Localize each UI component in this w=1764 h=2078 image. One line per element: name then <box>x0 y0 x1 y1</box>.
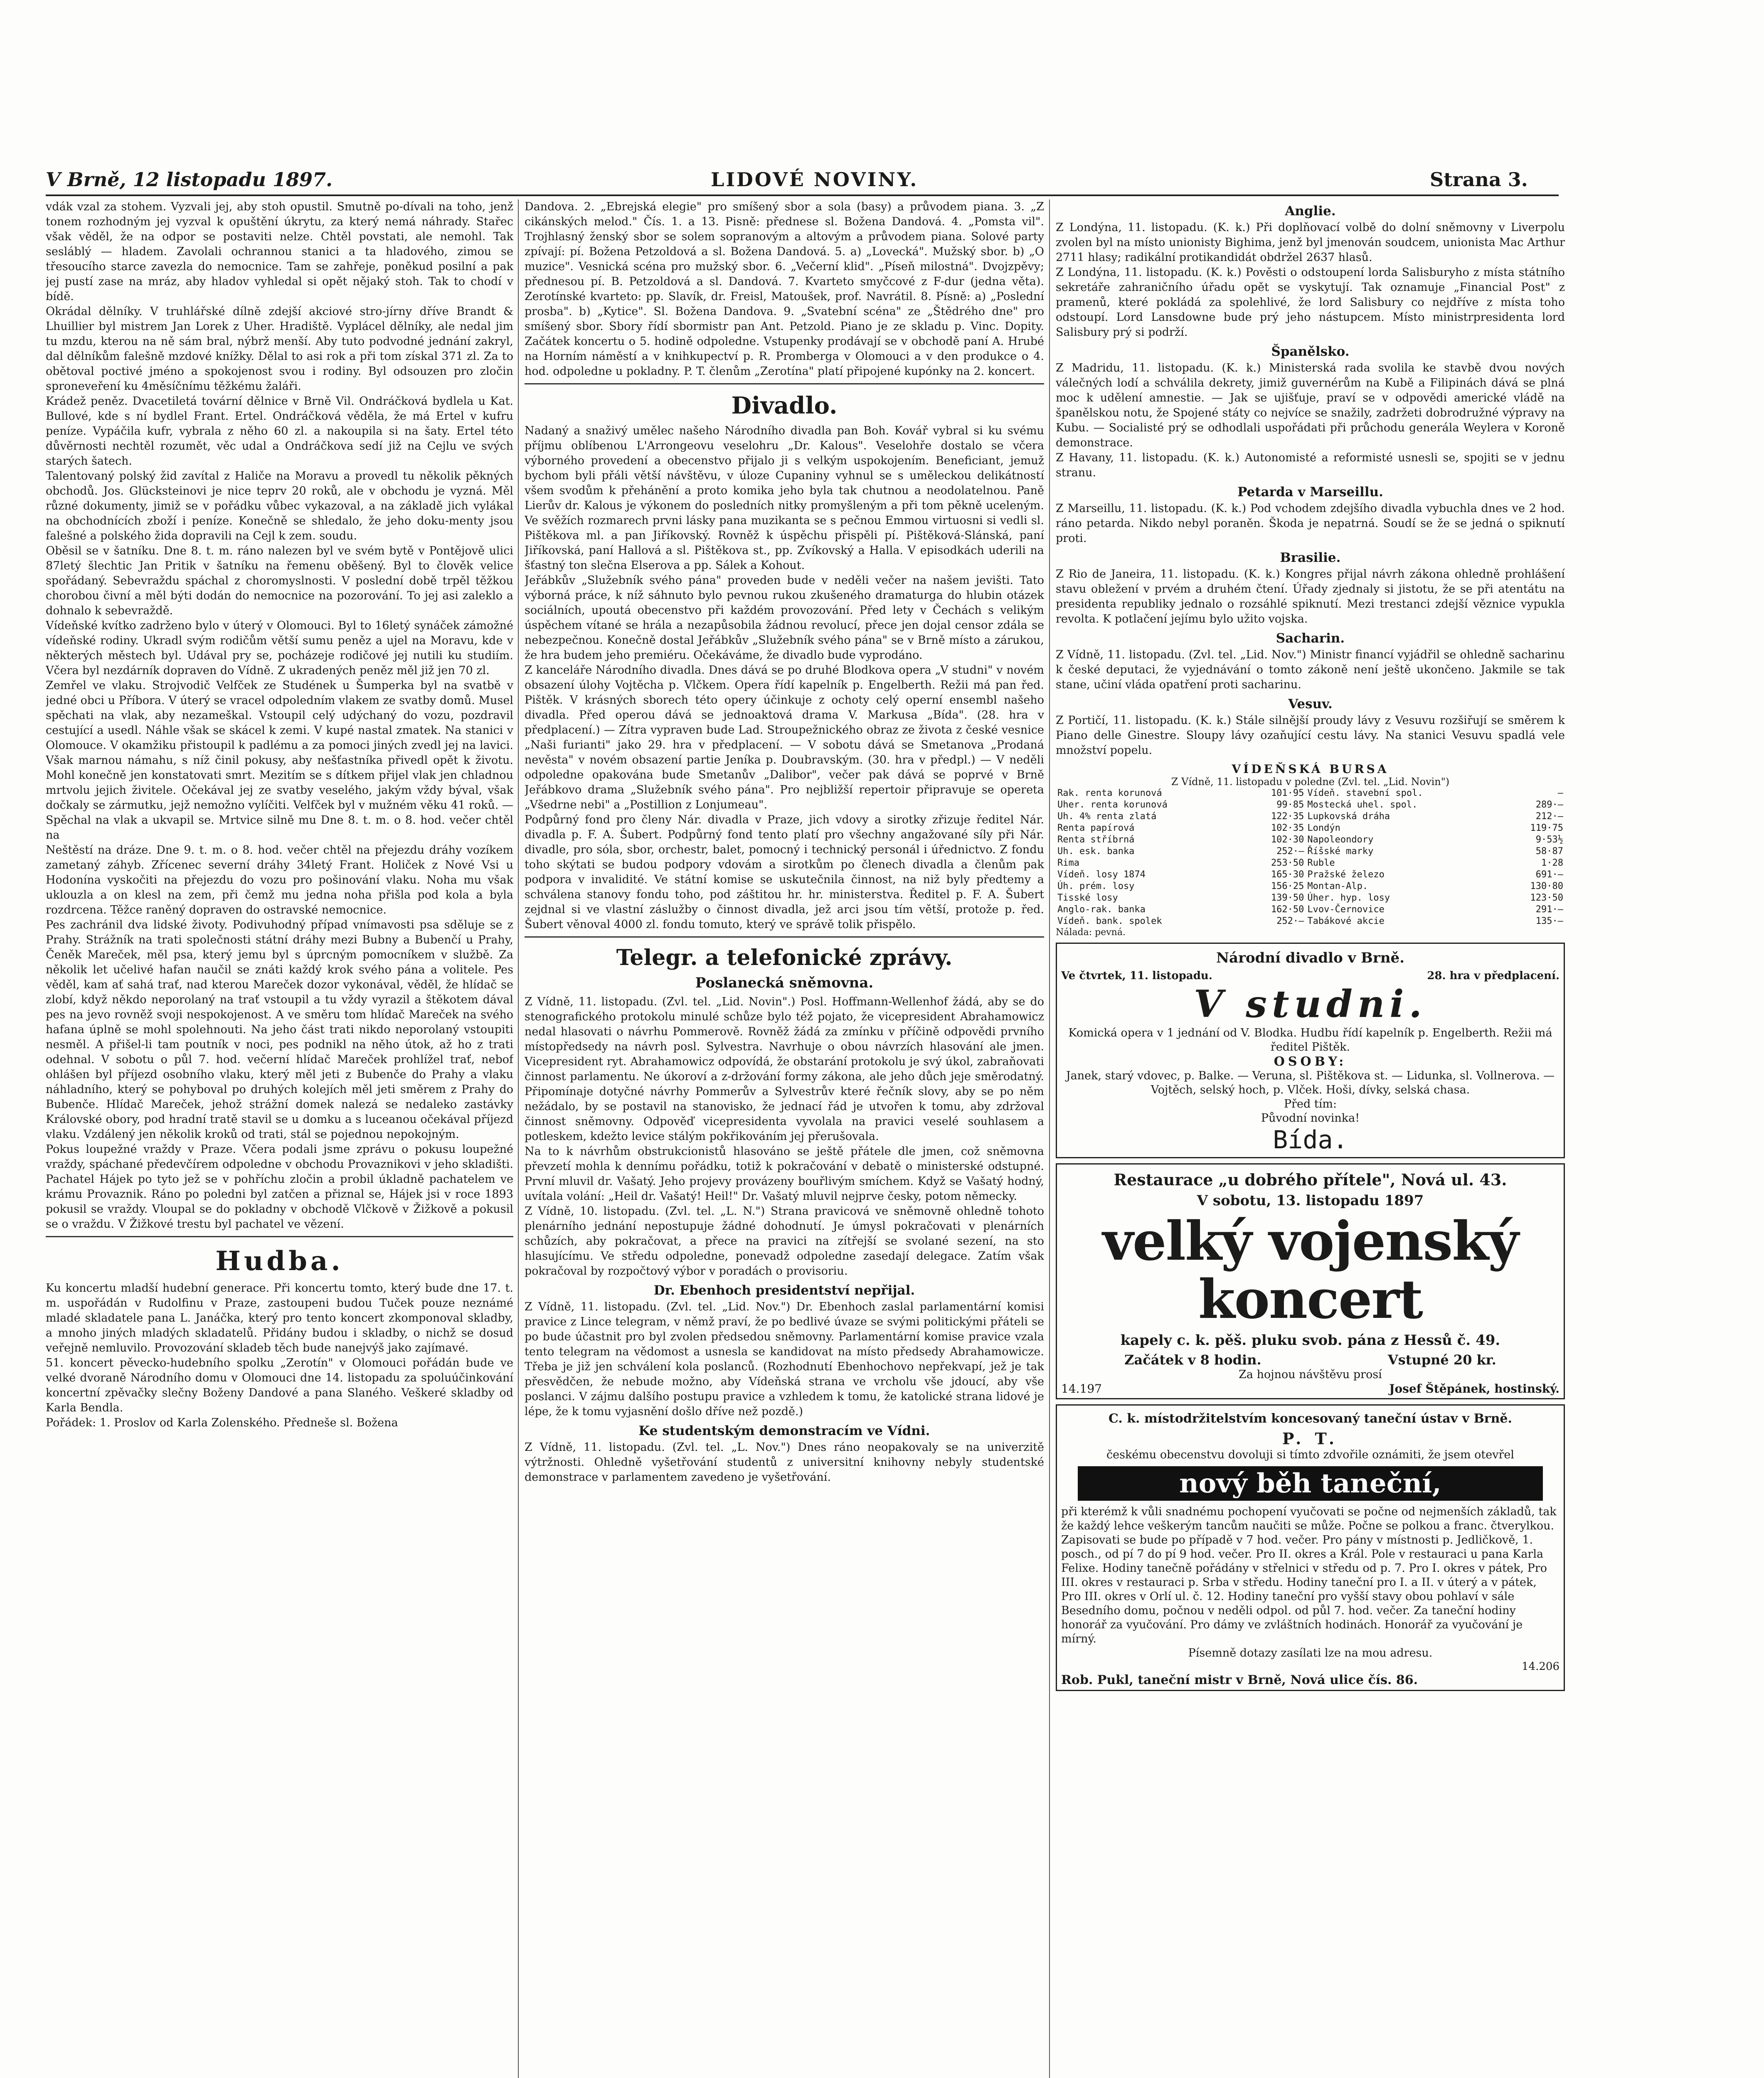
article: Vídeňské kvítko zadrženo bylo v úterý v Olomouci. Byl to 16letý synáček zámožné vídeňské rodiny. Ukradl svým rodičům větší sumu peněz a ujel na Moravu, kde v některých městech byl. Udával pry se, pocházeje rodičové jej nutili ku studiím. Včera byl nezdárník dopraven do Vídně. Z ukradených peněz měl již jen 70 zl. <box>46 619 513 677</box>
bursa-value: 102·30 <box>1271 835 1304 845</box>
bursa-value: 122·35 <box>1271 811 1304 822</box>
article: Podpůrný fond pro členy Nár. divadla v Praze, jich vdovy a sirotky zřizuje ředitel Nár. divadla p. F. A. Šubert. Podpůrný fond tento platí pro všechny angažované síly při Nár. divadle, pro sóla, sbor, orchestr, balet, pomocný i technický personál i úřednictvo. Z fondu toho skýtati se budou podpory vdovám a sirotkům po členech divadla a členům pak podpora v invalidité. Ve státní komise se uskutečnila činnost, na niž byly předtemy a schválena stanovy fondu toho, pod záštitou hr. hr. ministerstva. Ředitel p. F. A. Šubert zejdnal si ve vlastní záslužby o činnost divadla, jež arci jsou tím větší, protože p. řed. Šubert věnoval 4000 zl. fondu tomuto, který ve správě tolik přispělo. <box>525 813 1044 931</box>
article: Talentovaný polský žid zavítal z Haliče na Moravu a provedl tu několik pěkných obchodů. Jos. Glücksteinovi je nice teprv 20 roků, ale v obchodu je vyzná. Měl různé dokumenty, jimiž se v pořádku vůbec vykazoval, a na základě jich vylákal na obchodnících zboží i peníze. Konečně se shledalo, že jeho doku-menty jsou falešné a polského žida dopravili na Cejl k zem. soudu. <box>46 470 513 542</box>
article: Z Havany, 11. listopadu. (K. k.) Autonomisté a reformisté usnesli se, spojiti se v jednu stranu. <box>1056 451 1565 479</box>
bursa-value: 252·— <box>1276 916 1304 926</box>
article: vdák vzal za stohem. Vyzvali jej, aby stoh opustil. Smutně po-dívali na toho, jenž tonem rozhodným jej vyzval k opuštění úkrytu, za který nemá náhrady. Stařec však věděl, že na odpor se postaviti nelze. Chtěl povstati, ale nemohl. Tak sesláblý — hladem. Zavolali ochrannou stanici a ta hladového, zimou se třesoucího starce zavezla do nemocnice. Tam se zahřeje, poněkud posilní a pak jej pustí zase na mráz, aby hladov vyhledal si opět nějaký stoh. Tak to chodí v bídě. <box>46 200 513 303</box>
bursa-table <box>1056 788 1565 927</box>
article: Z Vídně, 10. listopadu. (Zvl. tel. „L. N.") Strana pravicová ve sněmovně ohledně tohoto plenárního jednání nepostupuje žádné dohodnutí. Je úmysl pokračovati v plenárních schůzích, aby pokračovat, a přece na pravici na zítřejší se svolané sezení, na sto hlasujícímu. Ve středu odpoledne, ponevadž odpoledne zasedají delegace. Zatím však pokračoval by rozpočtový výbor v poradách o provisoriu. <box>525 1205 1044 1278</box>
bursa-value: 165·30 <box>1271 869 1304 880</box>
column-rule-1 <box>518 199 519 2078</box>
ad-before: Před tím: <box>1284 1098 1337 1110</box>
bursa-row <box>1056 846 1565 857</box>
ad-body: při kterémž k vůli snadnému pochopení vyučovati se počne od nejmenších základů, tak že každý lehce veškerým tancům naučiti se může. Počne se polkou a franc. čtverylkou. Zapisovati se bude po případě v 7 hod. večer. Pro pány v místnosti p. Jedličkově, 1. posch., od pí 7 do pí 9 hod. večer. Pro II. okres a Král. Pole v restauraci u pana Karla Felixe. Hodiny tanečně pořádány v střelnici v středu od p. 7. Pro I. okres v pátek, Pro III. okres v restauraci p. Srba v středu. Hodiny taneční pro I. a II. v úterý a v pátek, Pro III. okres v Orlí ul. č. 12. Hodiny taneční pro vyšší stavy obou pohlaví v sále Besedního domu, počnou v neděli odpol. od půl 7. hod. večer. Za taneční hodiny honorář za vyučování. Pro dámy ve zvláštních hodinách. Honorář za vyučování je mírný. <box>1061 1505 1557 1645</box>
bursa-row <box>1056 811 1565 822</box>
bursa-row <box>1056 799 1565 811</box>
subsection-title: Vesuv. <box>1288 697 1333 712</box>
bursa-row <box>1056 904 1565 916</box>
bursa-value: 139·50 <box>1271 893 1304 903</box>
section-title-telegr: Telegr. a telefonické zprávy. <box>616 945 953 970</box>
bursa-item: Montan-Alp. <box>1307 881 1368 891</box>
bursa-value: 101·95 <box>1271 788 1304 798</box>
header-date: V Brně, 12 listopadu 1897. <box>46 168 333 191</box>
ad-contact: Písemně dotazy zasílati lze na mou adresu. <box>1188 1647 1433 1659</box>
bursa-item: Tisské losy <box>1057 893 1118 903</box>
bursa-item: Uh. 4% renta zlatá <box>1057 811 1157 822</box>
bursa-row <box>1056 822 1565 834</box>
section-rule <box>525 383 1044 384</box>
bursa-value: 252·— <box>1276 846 1304 857</box>
bursa-item: Mostecká uhel. spol. <box>1307 800 1418 810</box>
article: Jeřábkův „Služebník svého pána" proveden bude v neděli večer na našem jevišti. Tato výborná práce, k níž sáhnuto bylo pevnou rukou zkušeného dramaturga do hlubin otázek sociálních, upoutá obecenstvo při každém provozování. Před lety v Čechách s velikým úspěchem vítané se hrála a nezapůsobila žádnou revolucí, přece jen dojal censor zdála se nebezpečnou. Konečně dostal Jeřábkův „Služebník svého pána" se v Brně místo a zárukou, že hra budem jeho premiéru. Očekáváme, že divadlo bude vyprodáno. <box>525 574 1044 662</box>
article: Z Marseillu, 11. listopadu. (K. k.) Pod vchodem zdejšího divadla vybuchla dnes ve 2 hod. ráno petarda. Nikdo nebyl poraněn. Škoda je nepatrná. Soudí se že se jedná o spiknutí proti. <box>1056 502 1565 545</box>
ad-headline: velký vojenský koncert <box>1102 1210 1518 1331</box>
article: Pořádek: 1. Proslov od Karla Zolenského. Předneše sl. Božena <box>46 1416 398 1429</box>
ad-title: Restaurace „u dobrého přítele", Nová ul. 43. <box>1114 1170 1507 1189</box>
ad-description: Komická opera v 1 jednání od V. Blodka. Hudbu řídí kapelník p. Engelberth. Režii má ředitel Pištěk. <box>1068 1027 1552 1054</box>
bursa-row <box>1056 788 1565 799</box>
section-rule <box>46 1236 513 1237</box>
bursa-item: Tabákové akcie <box>1307 916 1385 926</box>
ad-date: Ve čtvrtek, 11. listopadu. <box>1061 970 1212 982</box>
column-rule-2 <box>1049 199 1050 2078</box>
article: Pes zachránil dva lidské životy. Podivuhodný případ vnímavosti psa sděluje se z Prahy. Strážník na trati společnosti státní dráhy mezi Bubny a Bubenčí u Prahy, Čeněk Mareček, měl psa, který jemu byl s úprcným pomocníkem v službě. Za několik let učelivé hafan naučil se znáti každý krok svého pána a volitele. Pes věděl, kam ať sahá trať, nad kterou Mareček dozor vykonával, věděl, že hlídač se zlobí, když někdo neporolaný na trať vstoupil a tu vždy vyrazil a štěkotem dával pes na jevo rovněž svoji nespokojenost. A ve směru tom hlídač Mareček na svého hafana úplně se mohl spolehnouti. Na jeho část trati nikdo neporolaný vstoupiti nesměl. A přišel-li tam poutník v noci, pes podnikl na něho útok, až ho z trati odehnal. V sobotu o půl 7. hod. večerní hlídač Mareček prohlížel trať, nebof ohlášen byl příjezd osobního vlaku, který měl jeti z Bubenče do Prahy a vlaku náhladního, který se pohyboval po druhých kolejích měl jeti směrem z Prahy do Bubenče. Hlídač Mareček, jehož strážní domek nalezá se nedaleko zastávky Královské obory, pod hradní tratě stavil se u domku a s luceanou očekával příjezd vlaku. Vzdálený jen několik kroků od trati, stál se pojednou nepokojným. <box>46 918 513 1141</box>
bursa-value: 691·— <box>1535 869 1563 880</box>
bursa-item: Lupkovská dráha <box>1307 811 1390 822</box>
bursa-item: Renta papírová <box>1057 823 1135 833</box>
bursa-value: 9·53½ <box>1535 835 1563 845</box>
ad-signature: Rob. Pukl, taneční mistr v Brně, Nová ulice čís. 86. <box>1061 1673 1418 1687</box>
article: Neštěstí na dráze. Dne 9. t. m. o 8. hod. večer chtěl na přejezdu dráhy vozíkem zametaný záhyb. Zřícenec severní dráhy 34letý Frant. Holiček z Nové Vsi u Hodonína vyskočiti na přejezdu do vozu pro pošinování vlaku. Noha mu však uklouzla a on klesl na zem, při čemž mu jedna noha přišla pod kola a byla rozdrcena. Těžce raněný dopraven do ostravské nemocnice. <box>46 844 513 916</box>
column-1 <box>46 199 513 1430</box>
ad-headline: nový běh taneční, <box>1078 1466 1543 1501</box>
ad-pt: P. T. <box>1282 1429 1339 1448</box>
subsection-title: Poslanecká sněmovna. <box>695 975 874 991</box>
bursa-mood: Nálada: pevná. <box>1056 927 1126 938</box>
bursa-value: 162·50 <box>1271 904 1304 915</box>
bursa-item: Ruble <box>1307 858 1335 868</box>
bursa-value: 212·— <box>1535 811 1563 822</box>
ad-narodni-divadlo <box>1056 943 1565 1158</box>
article: Z Vídně, 11. listopadu. (Zvl. tel. „Lid. Nov.") Ministr financí vyjádřil se ohledně sacharinu k české deputaci, že vyjednávání o tomto zákoně není ještě ukončeno. Jakmile se tak stane, učiní vláda opatření proti sacharinu. <box>1056 648 1565 691</box>
bursa-item: Rima <box>1057 858 1079 868</box>
bursa-value: 130·80 <box>1530 881 1563 891</box>
bursa-row <box>1056 834 1565 846</box>
bursa-row <box>1056 869 1565 881</box>
section-title-divadlo: Divadlo. <box>731 392 838 419</box>
article: Z Madridu, 11. listopadu. (K. k.) Ministerská rada svolila ke stavbě dvou nových válečných lodí a schválila dekrety, jimiž guvernérům na Kubě a Filipinách dává se plná moc k udělení amnestie. — Jak se ujišťuje, praví se v odpovědi americké vládě na španělskou notu, že Spojené státy co nejvíce se snažily, zadržeti dobrodružné výpravy na Kubu. — Socialisté prý se odhodlali uspořádati při průchodu generála Weylera v Koroně demonstrace. <box>1056 362 1565 449</box>
ad-opera-title: V studni. <box>1194 982 1427 1026</box>
bursa-row <box>1056 892 1565 904</box>
bursa-item: Říšské marky <box>1307 846 1374 857</box>
article: Na to k návrhům obstrukcionistů hlasováno se ještě přátele dle jmen, což sněmovna převzetí mohla k dennímu pořádku, totiž k pokračování v debatě o ministerské odstupné. První mluvil dr. Vašatý. Jeho projevy provázeny bouřlivým smíchem. Když se Vašatý hodný, uvítala volání: „Heil dr. Vašatý! Heil!" Dr. Vašatý mluvil nejprve česky, potom německy. <box>525 1145 1044 1203</box>
bursa-item: Uh. esk. banka <box>1057 846 1135 857</box>
subsection-title: Petarda v Marseillu. <box>1237 485 1383 500</box>
ad-info-row <box>1061 1352 1560 1368</box>
article: Z Rio de Janeira, 11. listopadu. (K. k.) Kongres přijal návrh zákona ohledně prohlášení stavu obležení v prvém a druhém čtení. Úřady zjednaly si jistotu, že se při atentátu na presidenta republiky jednalo o rozsáhlé spiknutí. Mezi trestanci zdejší věznice vypukla revolta. K potlačení jejímu bylo užito vojska. <box>1056 568 1565 625</box>
bursa-value: 1·28 <box>1541 858 1563 868</box>
bursa-item: Vídeň. bank. spolek <box>1057 916 1162 926</box>
bursa-item: Renta stříbrná <box>1057 835 1135 845</box>
bursa-row <box>1056 857 1565 869</box>
bursa-subtitle: Z Vídně, 11. listopadu v poledne (Zvl. tel. „Lid. Novin") <box>1171 776 1450 788</box>
article: Z kanceláře Národního divadla. Dnes dává se po druhé Blodkova opera „V studni" v novém obsazení úlohy Vojtěcha p. Vlčkem. Opera řídí kapelník p. Engelberth. Režii má pan řed. Pištěk. V krásných sborech této opery účinkuje z ochoty celý operní ensembl našeho divadla. Před operou dává se jednoaktová drama V. Markusa „Bída". (28. hra v předplacení.) — Zítra vypraven bude Lad. Stroupežnického obraz ze života z české vesnice „Naši furianti" jako 29. hra v předplacení. — V sobotu dává se Smetanova „Prodaná nevěsta" v novém obsazení partie Jeníka p. Doubravským. (30. hra v předpl.) — V neděli odpoledne opakována bude Smetanův „Dalibor", večer pak dává se poprvé v Brně Jeřábkovo drama „Služebník svého pána". Pro nejbližší repertoir připravuje se opereta „Všedrne nebi" a „Postillion z Lonjumeau". <box>525 664 1044 811</box>
article: Ku koncertu mladší hudební generace. Při koncertu tomto, který bude dne 17. t. m. uspořádán v Rudolfinu v Praze, zastoupeni budou Tuček pouze neznámé mladé skladatele pana L. Janáčka, který pro tento koncert zkomponoval skladby, a mnoho jiných mladých skladatelů. Přidány budou i skladby, o nichž se dosud veřejně nemluvilo. Provozování skladeb těch bude nanejvýš jako zajímavé. <box>46 1282 513 1354</box>
section-title-hudba: Hudba. <box>215 1246 344 1277</box>
article: Dandova. 2. „Ebrejská elegie" pro smíšený sbor a sola (basy) a průvodem piana. 3. „Z cikánských melod." Čís. 1. a 13. Pisně: přednese sl. Božena Dandová. 4. „Pomsta vil". Trojhlasný ženský sbor se solem sopranovým a altovým a průvodem piana. Solové party zpívají: pí. Božena Petzoldová a sl. Božena Dandová. 5. a) „Lovecká". Mužský sbor. b) „O muzice". Vesnická scéna pro mužský sbor. 6. „Večerní klid". „Píseň milostná". Dvojzpěvy; přednesou pí. B. Petzoldová a sl. Dandová. 7. Kvarteto smyčcové z F-dur (jedna věta). Zerotínské kvarteto: pp. Slavík, dr. Freisl, Matoušek, prof. Navrátil. 8. Písně: a) „Poslední prosba". b) „Kytice". Sl. Božena Dandova. 9. „Svatební scéna" ze „Štědrého dne" pro smíšený sbor. Sbory řídí sbormistr pan Ant. Petzold. Piano je ze skladu p. Vinc. Dopity. Začátek koncertu o 5. hodině odpoledne. Vstupenky prodávají se v obchodě paní A. Hrubé na Horním náměstí a v knihkupectví p. R. Promberga v Olomouci a v den produkce o 4. hod. odpoledne u pokladny. P. T. členům „Zerotína" platí připojené kupónky na 2. koncert. <box>525 200 1044 378</box>
bursa-item: Vídeň. losy 1874 <box>1057 869 1146 880</box>
bursa-item: Úh. prém. losy <box>1057 881 1135 891</box>
article: Oběsil se v šatníku. Dne 8. t. m. ráno nalezen byl ve svém bytě v Pontějově ulici 87letý šlechtic Jan Pritik v šatníku na řemenu oběšený. Byl to člověk velice spořádaný. Sebevraždu spáchal z choromyslnosti. V poslední době trpěl těžkou chorobou čivní a měl býti dodán do nemocnice na pozorování. To jej asi zaleklo a dohnalo k sebevraždě. <box>46 544 513 617</box>
ad-number: 14.197 <box>1061 1382 1102 1396</box>
article: Z Londýna, 11. listopadu. (K. k.) Při doplňovací volbě do dolní sněmovny v Liverpolu zvolen byl na místo unionisty Bighima, jenž byl jmenován soudcem, unionista Mac Arthur 2711 hlasy; radikální protikandidát obdržel 2637 hlasů. <box>1056 221 1565 264</box>
ad-restaurace <box>1056 1163 1565 1399</box>
article: Z Vídně, 11. listopadu. (Zvl. tel. „L. Nov.") Dnes ráno neopakovaly se na univerzitě výtržnosti. Ohledně vyšetřování studentů z universitní knihovny nebyly studentské demonstrace v parlamentem zavedeno je vyšetřování. <box>525 1441 1044 1484</box>
article: Z Vídně, 11. listopadu. (Zvl. tel. „Lid. Novin".) Posl. Hoffmann-Wellenhof žádá, aby se do stenografického protokolu minulé schůze bylo též pojato, že vicepresident Abrahamowicz nedal hlasovati o návrhu Pommerově. Rovněž žádá za zmínku v příčině odpovědi prvního místopředsedy na návrh posl. Sylvestra. Navrhuje o obou návrzích hlasování ale jmen. Vicepresident ryt. Abrahamowicz odpovídá, že obstarání protokolu je svý úkol, zabraňovati činnost parlamentu. Ne úkoroví a z-držování formy zákona, ale jeho důch jeje směrodatný. Připomínaje dotyčné návrhy Pommerův a Sylvestrův které řečník slovy, aby se po něm nežádalo, by se postavil na stanovisko, že jednací řád je utvořen k tomu, aby zdržoval činnost sněmovny. Odpověď vicepresidenta vyvolala na pravici veselé souhlasem a potleskem, kdežto levice stálým pokřikováním jej přerušovala. <box>525 995 1044 1143</box>
bursa-item: Uher. renta korunová <box>1057 800 1168 810</box>
bursa-title: VÍDEŇSKÁ BURSA <box>1232 762 1389 776</box>
article: Z Vídně, 11. listopadu. (Zvl. tel. „Lid. Nov.") Dr. Ebenhoch zaslal parlamentární komisi pravice z Lince telegram, v němž praví, že po bedlivé úvaze se svými politickými přáteli se po bude účastnit pro byl zvolen předsedou sněmovny. Parlamentární komise pravice vzala tento telegram na vědomost a usnesla se kandidovat na místo předsedy Abrahamowicze. Třeba je již jen schválení kola poslanců. (Rozhodnutí Ebenhochovo nepřekvapí, jež je tak přesvědčen, že nebude možno, aby Vídeňská strana ve vrcholu vše jdoucí, aby vše poslanci. V zájmu dalšího postupu pravice a vzhledem k tomu, že katolické strana lidové je lépe, že k tomu vyjasnění došlo dříve než pozdě.) <box>525 1300 1044 1418</box>
subsection-title: Sacharin. <box>1276 631 1345 646</box>
bursa-value: 253·50 <box>1271 858 1304 868</box>
ad-invite: Za hojnou návštěvu prosí <box>1239 1368 1382 1381</box>
article: Zemřel ve vlaku. Strojvodič Velfček ze Studének u Šumperka byl na svatbě v jedné obci u Příbora. V úterý se vracel odpoledním vlakem ze svatby domů. Musel spěchati na vlak, aby nezameškal. Vstoupil celý udýchaný do vozu, pozdravil cestující a usedl. Náhle však se skácel k zemi. V kupé nastal zmatek. Na stanici v Olomouce. V okamžiku přistoupil k padlému a za pomoci jiných zvedl jej na lavici. Však marnou námahu, s níž činil pokusy, aby nešťastníka přivedl opět k životu. Mohl konečně jen konstatovati smrt. Mezitím se s dítkem přijel vlak jen chladnou mrtvolu jejich živitele. Očekával jej ze svatby veselého, jakým vždy býval, však dočkaly se zármutku, jejž nemožno vylíčiti. Velfček byl v mužném věku 41 roků. — Spěchal na vlak a ukvapil se. Mrtvice silně mu Dne 8. t. m. o 8. hod. večer chtěl na <box>46 679 513 842</box>
ad-signature: Josef Štěpánek, hostinský. <box>1389 1382 1560 1396</box>
bursa-value: 58·87 <box>1535 846 1563 857</box>
ad-title: C. k. místodržitelstvím koncesovaný taneční ústav v Brně. <box>1109 1411 1512 1426</box>
article: Z Portičí, 11. listopadu. (K. k.) Stále silnější proudy lávy z Vesuvu rozšiřují se směrem k Piano delle Ginestre. Sloupy lávy ozaňující cestu lávy. Na stanici Vesuvu spadlá vele množství popelu. <box>1056 714 1565 757</box>
bursa-value: 135·— <box>1535 916 1563 926</box>
bursa-row <box>1056 916 1565 927</box>
bursa-item: Lvov-Černovice <box>1307 904 1385 915</box>
subsection-title: Anglie. <box>1285 204 1336 219</box>
ad-cast: Janek, starý vdovec, p. Balke. — Veruna, sl. Pištěkova st. — Lidunka, sl. Vollnerova. — Vojtěch, selský hoch, p. Vlček. Hoši, dívky, selská chasa. <box>1066 1069 1555 1096</box>
header-masthead: LIDOVÉ NOVINY. <box>711 168 919 191</box>
bursa-item: Pražské železo <box>1307 869 1385 880</box>
ad-number: 14.206 <box>1522 1660 1560 1673</box>
bursa-value: 102·35 <box>1271 823 1304 833</box>
ad-sign-row <box>1061 1382 1560 1396</box>
subsection-title: Brasilie. <box>1280 550 1341 565</box>
ad-novinka: Původní novinka! <box>1261 1112 1360 1125</box>
bursa-item: Anglo-rak. banka <box>1057 904 1146 915</box>
bursa-value: 99·85 <box>1276 800 1304 810</box>
column-3 <box>1056 199 1565 1696</box>
header-page-number: Strana 3. <box>1430 168 1528 191</box>
bursa-value: 119·75 <box>1530 823 1563 833</box>
header-rule <box>46 195 1559 196</box>
article: Z Londýna, 11. listopadu. (K. k.) Pověsti o odstoupení lorda Salisburyho z místa státního sekretáře zahraničního úřadu opět se vyskytují. Tak oznamuje „Financial Post" z pramenů, které pokládá za spolehlivé, že lord Salisbury co nejdříve z místa toho odstoupí. Lord Lansdowne bude prý jeho nástupcem. Místo ministrpresidenta lord Salisbury prý si podrží. <box>1056 266 1565 339</box>
ad-subscription: 28. hra v předplacení. <box>1427 970 1560 982</box>
subsection-title: Ke studentským demonstracím ve Vídni. <box>638 1423 930 1438</box>
subsection-title: Dr. Ebenhoch presidentství nepřijal. <box>653 1283 915 1298</box>
ad-band: kapely c. k. pěš. pluku svob. pána z Hessů č. 49. <box>1120 1332 1500 1349</box>
ad-intro: českému obecenstvu dovoluji si tímto zdvořile oznámiti, že jsem otevřel <box>1106 1448 1514 1461</box>
bursa-item: Rak. renta korunová <box>1057 788 1162 798</box>
ad-title: Národní divadlo v Brně. <box>1216 950 1405 966</box>
bursa-value: 156·25 <box>1271 881 1304 891</box>
bursa-item: Napoleondory <box>1307 835 1374 845</box>
bursa-value: 289·— <box>1535 800 1563 810</box>
column-2 <box>525 199 1044 1485</box>
section-rule <box>525 936 1044 938</box>
article: Pokus loupežné vraždy v Praze. Včera podali jsme zprávu o pokusu loupežné vraždy, spáchané předevčírem odpoledne v obchodu Provaznikovi v jeho skladišti. Pachatel Hájek po tyto jež se v pohříchu zločin a probil úkladně pachatelem ve krámu Provaznik. Ráno po poledni byl zatčen a přiznal se, Hájek jsi v roce 1893 pokusil se vraždy. Vloupal se do pokladny v obchodě Vlčkově v Žižkově a pokusil se o vraždu. V Žižkové trestu byl pachatel ve vězení. <box>46 1143 513 1231</box>
article: Okrádal dělníky. V truhlářské dílně zdejší akciové stro-jírny dříve Brandt & Lhuillier byl mistrem Jan Lorek z Uher. Hradiště. Vyplácel dělníky, ale nedal jim tu mzdu, kterou na ně sám bral, nýbrž menší. Aby tuto podvodné jednání zakryl, dal dělníkům falešně mzdové knížky. Dělal to asi rok a při tom získal 371 zl. Za to obětoval poctivé jméno a spokojenost svou i rodiny. Byl odsouzen pro zločin sproneveření ku 4měsíčnímu těžkému žaláři. <box>46 305 513 393</box>
ad-date: V sobotu, 13. listopadu 1897 <box>1197 1192 1424 1209</box>
ad-tanecni-ustav <box>1056 1404 1565 1691</box>
bursa-value: 123·50 <box>1530 893 1563 903</box>
bursa-item: Londýn <box>1307 823 1340 833</box>
bursa-row <box>1056 881 1565 892</box>
ad-start: Začátek v 8 hodin. <box>1124 1352 1261 1368</box>
bursa-item: Vídeň. stavební spol. <box>1307 788 1423 798</box>
article: Nadaný a snaživý umělec našeho Národního divadla pan Boh. Kovář vybral si ku svému příjmu oblíbenou L'Arrongeovu veselohru „Dr. Kalous". Veselohře dostalo se včera výborného provedení a obecenstvo přijalo ji s velkým uspokojením. Beneficiant, jemuž bychom byli přáli větší návštěvu, v úloze Cupaniny vyhnul se s uměleckou delikátností všem svodům k přehánění a proto komika jeho byla tak chutnou a neodolatelnou. Paně Lierův dr. Kalous je výkonem do posledních nitky promyšleným a při tom pěkně uceleným. Ve svěžích rozmarech prvni lásky pana muzikanta se s pečnou Emmou virtuosni si vedli sl. Pištěkova ml. a pan Jiříkovský. Rovněž k úspěchu přispěli pí. Pištěková-Slánská, paní Jiříkovská, paní Hallová a sl. Pištěkova st., pp. Zvíkovský a Halla. V episodkách uderili na šťastný ton slečna Elserova a pp. Sálek a Kohout. <box>525 424 1044 572</box>
ad-bida: Bída. <box>1273 1125 1348 1155</box>
ad-date-row <box>1061 970 1560 982</box>
ad-entry: Vstupné 20 kr. <box>1387 1352 1496 1368</box>
subsection-title: Španělsko. <box>1271 344 1350 359</box>
ad-cast-title: OSOBY: <box>1274 1054 1347 1069</box>
article: Krádež peněz. Dvacetiletá tovární dělnice v Brně Vil. Ondráčková bydlela u Kat. Bullové, kde s ní bydlel Frant. Ertel. Ondráčková věděla, že má Ertel v kufru peníze. Vypáčila kufr, vybrala z něho 60 zl. a nakoupila si na šaty. Ertel této důvěrnosti nechtěl rozumět, věc udal a Ondráčkova sedí již na Cejlu ve svých starých šatech. <box>46 395 513 468</box>
bursa-value: — <box>1557 788 1563 798</box>
bursa-value: 291·— <box>1535 904 1563 915</box>
bursa-item: Úher. hyp. losy <box>1307 893 1390 903</box>
article: 51. koncert pěvecko-hudebního spolku „Zerotín" v Olomouci pořádán bude ve velké dvoraně Národního domu v Olomouci dne 14. listopadu za spoluúčinkování koncertní zpěvačky slečny Boženy Dandové a pana Slaného. Veškeré skladby od Karla Bendla. <box>46 1357 513 1414</box>
